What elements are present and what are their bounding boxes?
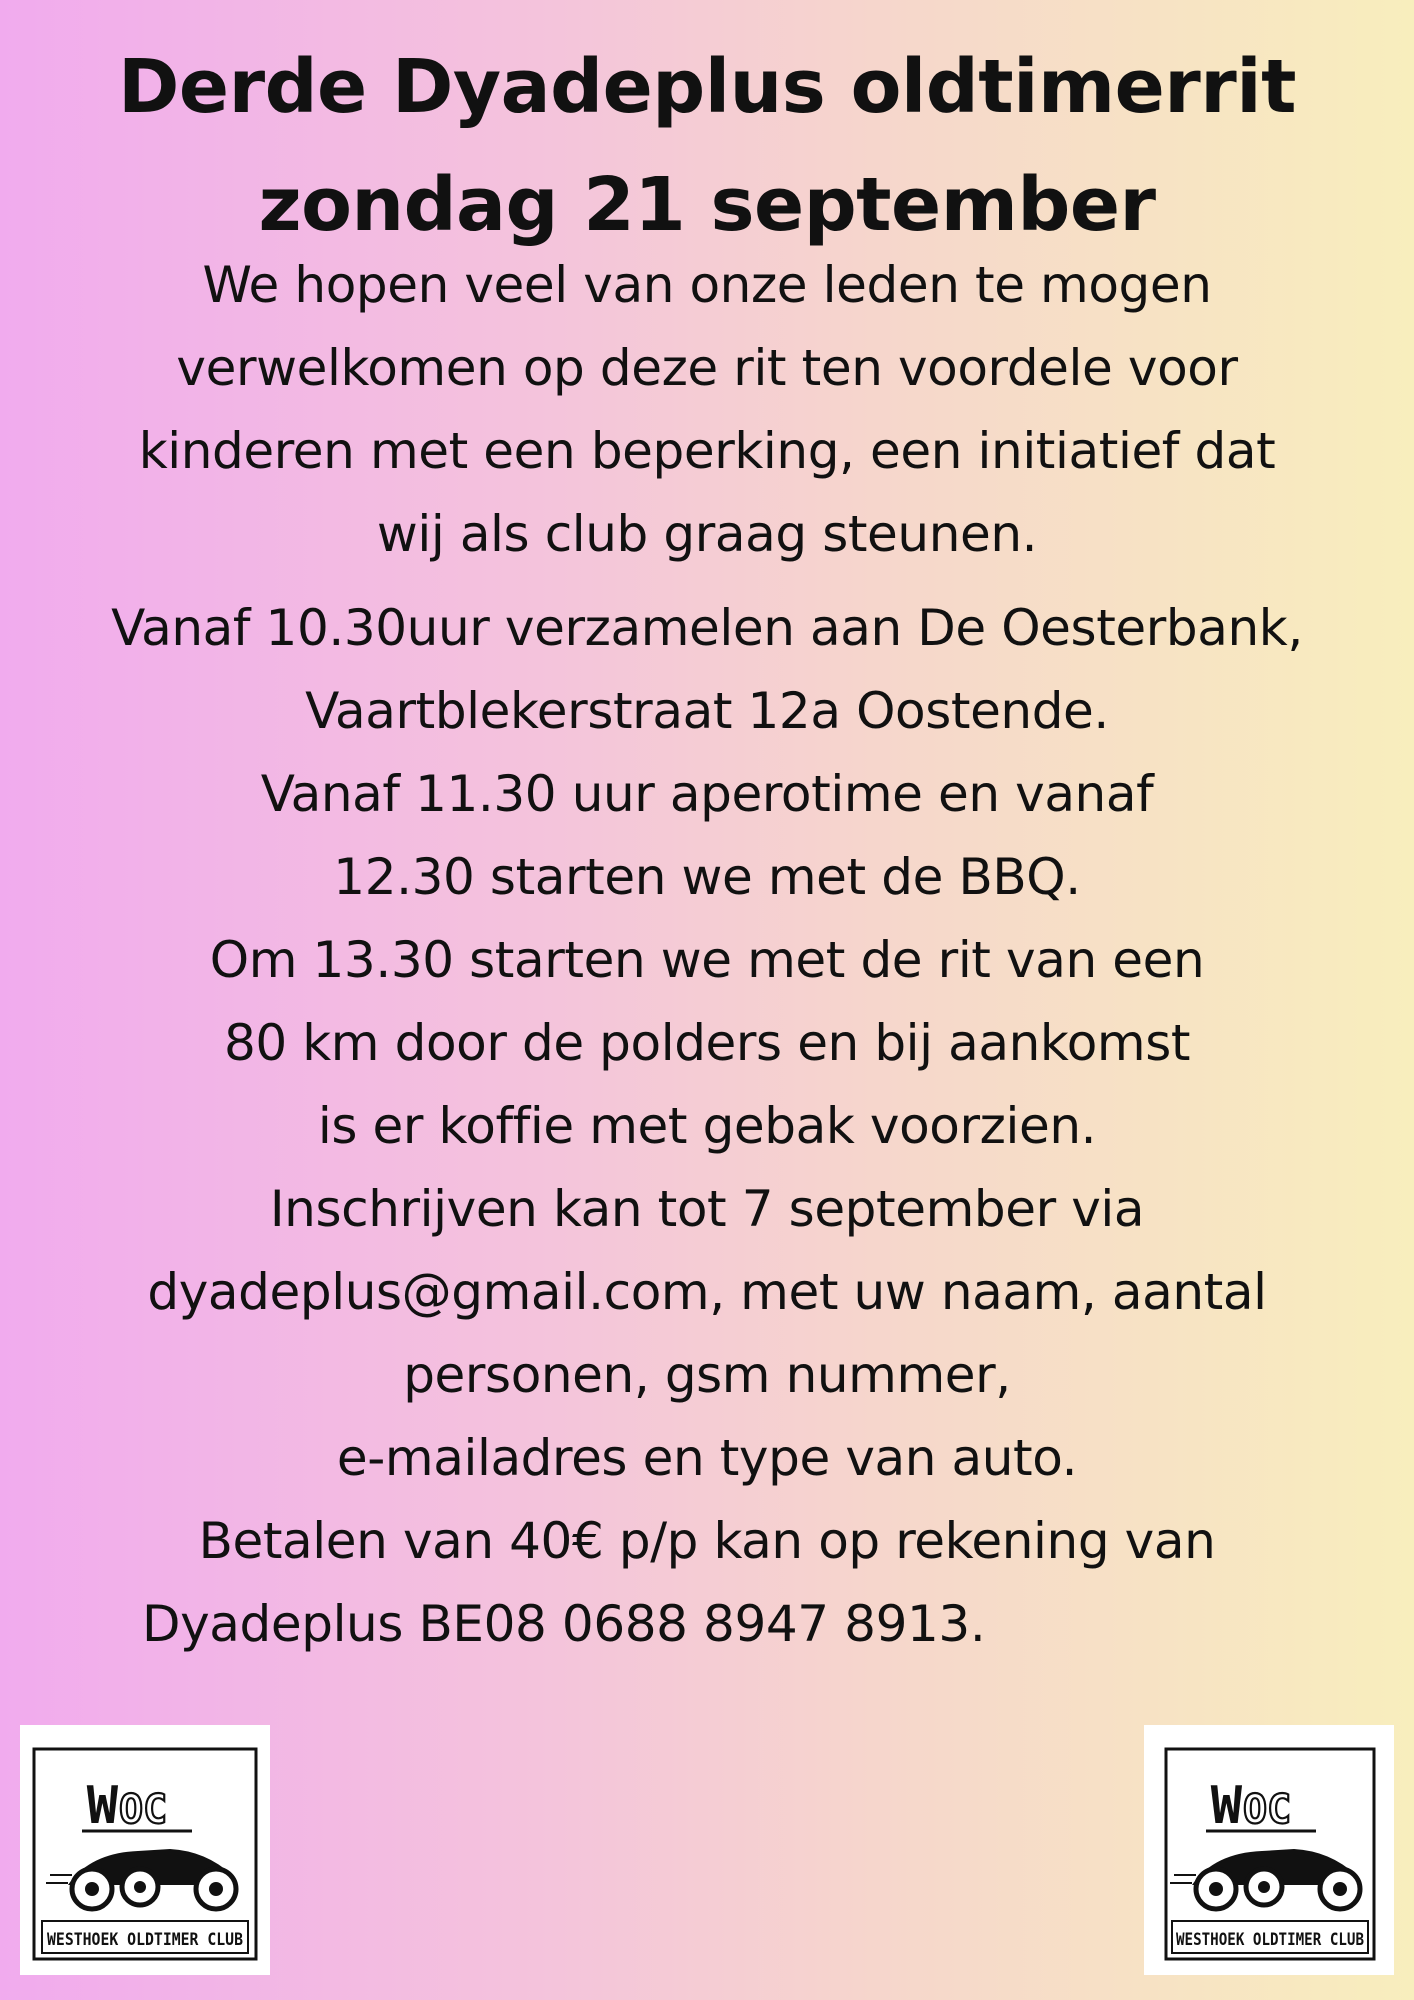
title-line-2: zondag 21 september <box>258 162 1156 248</box>
logo-w-letter: W <box>1210 1776 1242 1836</box>
details-line: Om 13.30 starten we met de rit van een <box>209 931 1205 989</box>
logo-oc-letters: OC <box>1243 1787 1292 1833</box>
bank-account-line: Dyadeplus BE08 0688 8947 8913. <box>142 1595 986 1653</box>
club-logo-right <box>1144 1725 1394 1975</box>
vintage-car-icon <box>46 1849 236 1909</box>
intro-line: kinderen met een beperking, een initiatief dat <box>138 422 1276 480</box>
details-line: personen, gsm nummer, <box>403 1346 1011 1404</box>
poster-title <box>0 28 1414 264</box>
details-line: Betalen van 40€ p/p kan op rekening van <box>198 1512 1216 1570</box>
intro-line: We hopen veel van onze leden te mogen <box>202 256 1212 314</box>
details-line: Vanaf 11.30 uur aperotime en vanaf <box>260 765 1154 823</box>
vintage-car-icon <box>1170 1849 1360 1909</box>
details-line: Vanaf 10.30uur verzamelen aan De Oesterbank, <box>111 599 1303 657</box>
details-paragraph <box>0 587 1414 1666</box>
title-line-1: Derde Dyadeplus oldtimerrit <box>117 44 1297 130</box>
details-line: is er koffie met gebak voorzien. <box>317 1097 1097 1155</box>
logo-club-name: WESTHOEK OLDTIMER CLUB <box>1176 1930 1364 1950</box>
intro-line: wij als club graag steunen. <box>376 505 1038 563</box>
details-line: Vaartblekerstraat 12a Oostende. <box>305 682 1109 740</box>
details-line: 12.30 starten we met de BBQ. <box>333 848 1081 906</box>
club-logo-left <box>20 1725 270 1975</box>
details-line: 80 km door de polders en bij aankomst <box>223 1014 1191 1072</box>
details-line: e-mailadres en type van auto. <box>336 1429 1078 1487</box>
logo-oc-letters: OC <box>119 1787 168 1833</box>
intro-paragraph <box>0 244 1414 576</box>
intro-line: verwelkomen op deze rit ten voordele voor <box>176 339 1238 397</box>
email-line: dyadeplus@gmail.com, met uw naam, aantal <box>147 1263 1267 1321</box>
westhoek-oldtimer-club-logo <box>20 1725 270 1975</box>
details-line: Inschrijven kan tot 7 september via <box>269 1180 1145 1238</box>
westhoek-oldtimer-club-logo <box>1144 1725 1394 1975</box>
logo-club-name: WESTHOEK OLDTIMER CLUB <box>47 1930 243 1950</box>
logo-w-letter: W <box>86 1776 118 1836</box>
